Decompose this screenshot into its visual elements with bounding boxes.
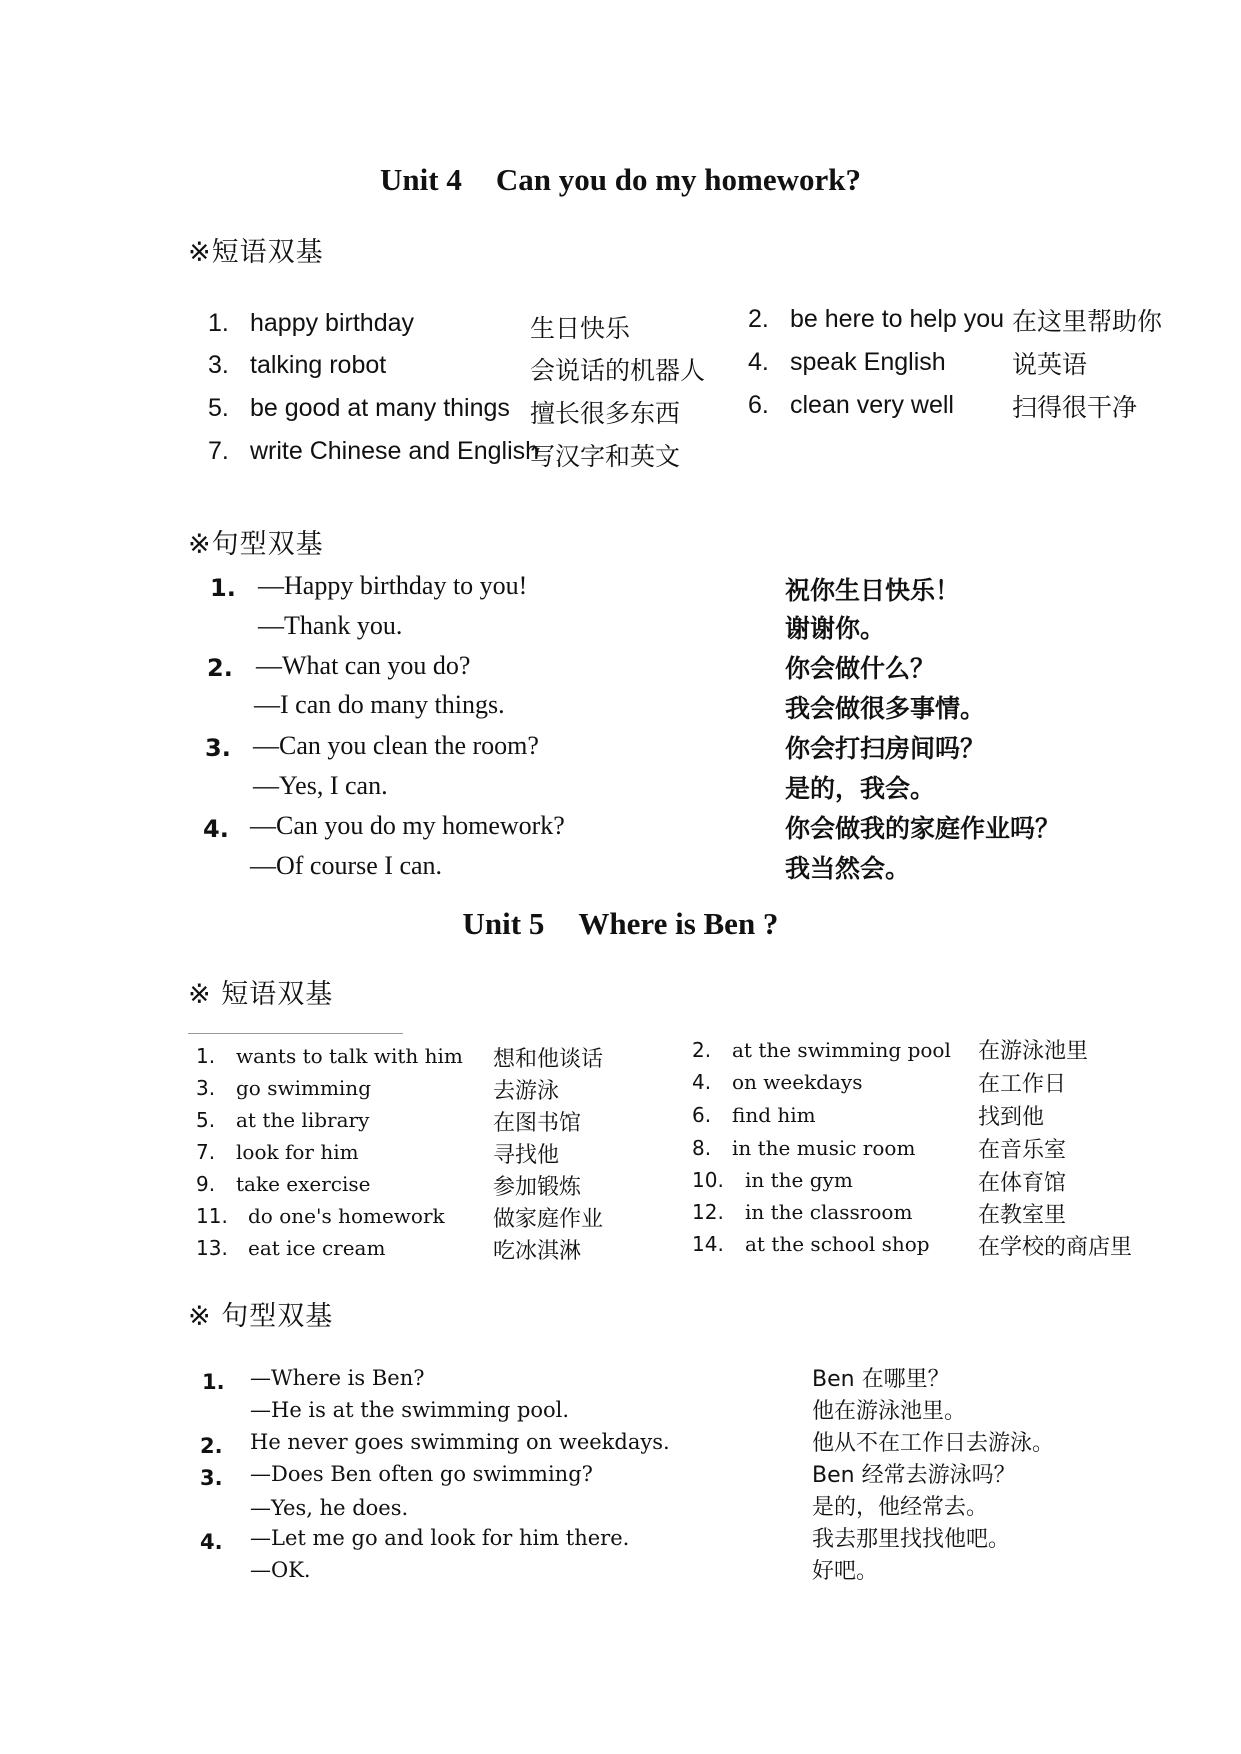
phrase-english: at the library: [236, 1108, 370, 1132]
phrase-english: write Chinese and English: [250, 437, 540, 465]
phrase-chinese: 想和他谈话: [493, 1047, 604, 1072]
phrase-chinese: 说英语: [1012, 350, 1088, 379]
sentence-english: —Can you do my homework?: [250, 811, 565, 840]
sentence-number: 4.: [203, 815, 229, 843]
sentence-number: 3.: [200, 1466, 223, 1490]
sentence-chinese: Ben 经常去游泳吗？: [812, 1463, 1016, 1488]
phrase-number: 4.: [748, 348, 769, 376]
phrase-english: speak English: [790, 348, 946, 376]
sentence-english: —Can you clean the room?: [253, 731, 539, 760]
phrase-chinese: 擅长很多东西: [530, 399, 681, 428]
phrase-english: wants to talk with him: [236, 1044, 463, 1068]
phrase-chinese: 去游泳: [493, 1079, 560, 1104]
phrase-english: be good at many things: [250, 394, 510, 422]
phrase-number: 6.: [748, 391, 769, 419]
phrase-number: 7.: [208, 437, 229, 465]
sentence-english: —I can do many things.: [254, 690, 505, 719]
phrase-english: on weekdays: [732, 1070, 863, 1094]
phrase-number: 11.: [196, 1204, 228, 1228]
phrase-number: 12.: [692, 1200, 724, 1224]
unit4-sentences-heading: ※句型双基: [188, 529, 324, 560]
sentence-english: —Of course I can.: [250, 851, 443, 880]
sentence-english: —Where is Ben?: [250, 1366, 425, 1390]
phrase-chinese: 寻找他: [493, 1143, 560, 1168]
phrase-number: 3.: [196, 1076, 216, 1100]
sentence-chinese: 是的，他经常去。: [812, 1495, 989, 1520]
phrase-number: 8.: [692, 1136, 712, 1160]
phrase-chinese: 扫得很干净: [1012, 393, 1138, 422]
sentence-chinese: 祝你生日快乐！: [785, 576, 961, 605]
phrase-number: 2.: [692, 1038, 712, 1062]
sentence-english: —He is at the swimming pool.: [250, 1398, 570, 1422]
sentence-chinese: 我去那里找找他吧。: [812, 1527, 1011, 1552]
phrase-number: 14.: [692, 1232, 724, 1256]
unit5-title-text: Where is Ben ?: [578, 906, 779, 941]
phrase-number: 9.: [196, 1172, 216, 1196]
sentence-chinese: 他在游泳池里。: [812, 1399, 967, 1424]
unit5-sentences-heading: ※ 句型双基: [188, 1301, 334, 1332]
sentence-english: —What can you do?: [256, 651, 471, 680]
phrase-number: 6.: [692, 1103, 712, 1127]
sentence-number: 1.: [202, 1370, 225, 1394]
phrase-chinese: 在体育馆: [978, 1171, 1067, 1196]
phrase-english: in the music room: [732, 1136, 916, 1160]
sentence-chinese: 我当然会。: [785, 854, 911, 883]
phrase-number: 7.: [196, 1140, 216, 1164]
phrase-chinese: 做家庭作业: [493, 1207, 604, 1232]
phrase-number: 1.: [208, 309, 229, 337]
unit5-number: Unit 5: [462, 906, 545, 941]
phrase-english: in the classroom: [745, 1200, 913, 1224]
phrase-english: go swimming: [236, 1076, 371, 1100]
phrase-chinese: 在工作日: [978, 1072, 1067, 1097]
phrase-english: happy birthday: [250, 309, 415, 337]
sentence-chinese: 你会做我的家庭作业吗？: [785, 814, 1061, 843]
phrase-english: talking robot: [250, 351, 387, 379]
phrase-english: do one's homework: [248, 1204, 445, 1228]
sentence-chinese: 是的，我会。: [785, 774, 936, 803]
phrase-english: at the school shop: [745, 1232, 930, 1256]
phrase-english: find him: [732, 1103, 816, 1127]
sentence-chinese: 好吧。: [812, 1559, 879, 1584]
sentence-english: —Yes, I can.: [253, 771, 388, 800]
sentence-english: He never goes swimming on weekdays.: [250, 1430, 670, 1454]
phrase-chinese: 在游泳池里: [978, 1039, 1089, 1064]
sentence-english: —Let me go and look for him there.: [250, 1526, 630, 1550]
sentence-english: —Happy birthday to you!: [258, 571, 528, 600]
phrase-chinese: 吃冰淇淋: [493, 1239, 582, 1264]
phrase-english: look for him: [236, 1140, 359, 1164]
unit4-number: Unit 4: [380, 162, 462, 197]
phrase-number: 3.: [208, 351, 229, 379]
sentence-chinese: Ben 在哪里？: [812, 1367, 950, 1392]
unit4-title-text: Can you do my homework?: [495, 162, 861, 197]
phrase-chinese: 在学校的商店里: [978, 1235, 1133, 1260]
phrase-chinese: 在图书馆: [493, 1111, 582, 1136]
phrase-number: 13.: [196, 1236, 228, 1260]
phrase-chinese: 在教室里: [978, 1203, 1067, 1228]
phrase-number: 2.: [748, 305, 769, 333]
heading-underline: [188, 1033, 403, 1034]
phrase-english: clean very well: [790, 391, 954, 419]
sentence-number: 4.: [200, 1530, 223, 1554]
sentence-english: —Yes, he does.: [250, 1496, 409, 1520]
phrase-chinese: 找到他: [978, 1105, 1045, 1130]
phrase-number: 4.: [692, 1070, 712, 1094]
phrase-english: take exercise: [236, 1172, 371, 1196]
sentence-chinese: 他从不在工作日去游泳。: [812, 1431, 1055, 1456]
unit4-title: [0, 162, 1241, 198]
sentence-english: —Thank you.: [258, 611, 403, 640]
phrase-number: 5.: [208, 394, 229, 422]
phrase-chinese: 生日快乐: [530, 314, 631, 343]
sentence-number: 2.: [200, 1434, 223, 1458]
phrase-chinese: 会说话的机器人: [530, 356, 706, 385]
phrase-number: 10.: [692, 1168, 724, 1192]
sentence-english: —OK.: [250, 1558, 311, 1582]
sentence-english: —Does Ben often go swimming?: [250, 1462, 593, 1486]
phrase-english: at the swimming pool: [732, 1038, 951, 1062]
sentence-number: 3.: [205, 734, 231, 762]
sentence-chinese: 谢谢你。: [785, 614, 886, 643]
phrase-chinese: 在这里帮助你: [1012, 307, 1163, 336]
sentence-number: 2.: [207, 654, 233, 682]
phrase-english: eat ice cream: [248, 1236, 386, 1260]
phrase-english: be here to help you: [790, 305, 1005, 333]
sentence-chinese: 你会做什么？: [785, 654, 936, 683]
unit4-phrases-heading: ※短语双基: [188, 237, 324, 268]
sentence-number: 1.: [210, 574, 236, 602]
unit5-title: [0, 906, 1241, 942]
sentence-chinese: 我会做很多事情。: [785, 694, 986, 723]
phrase-chinese: 参加锻炼: [493, 1175, 582, 1200]
sentence-chinese: 你会打扫房间吗？: [785, 734, 986, 763]
phrase-english: in the gym: [745, 1168, 853, 1192]
phrase-number: 5.: [196, 1108, 216, 1132]
phrase-number: 1.: [196, 1044, 216, 1068]
unit5-phrases-heading: ※ 短语双基: [188, 979, 334, 1010]
phrase-chinese: 在音乐室: [978, 1138, 1067, 1163]
phrase-chinese: 写汉字和英文: [530, 442, 681, 471]
